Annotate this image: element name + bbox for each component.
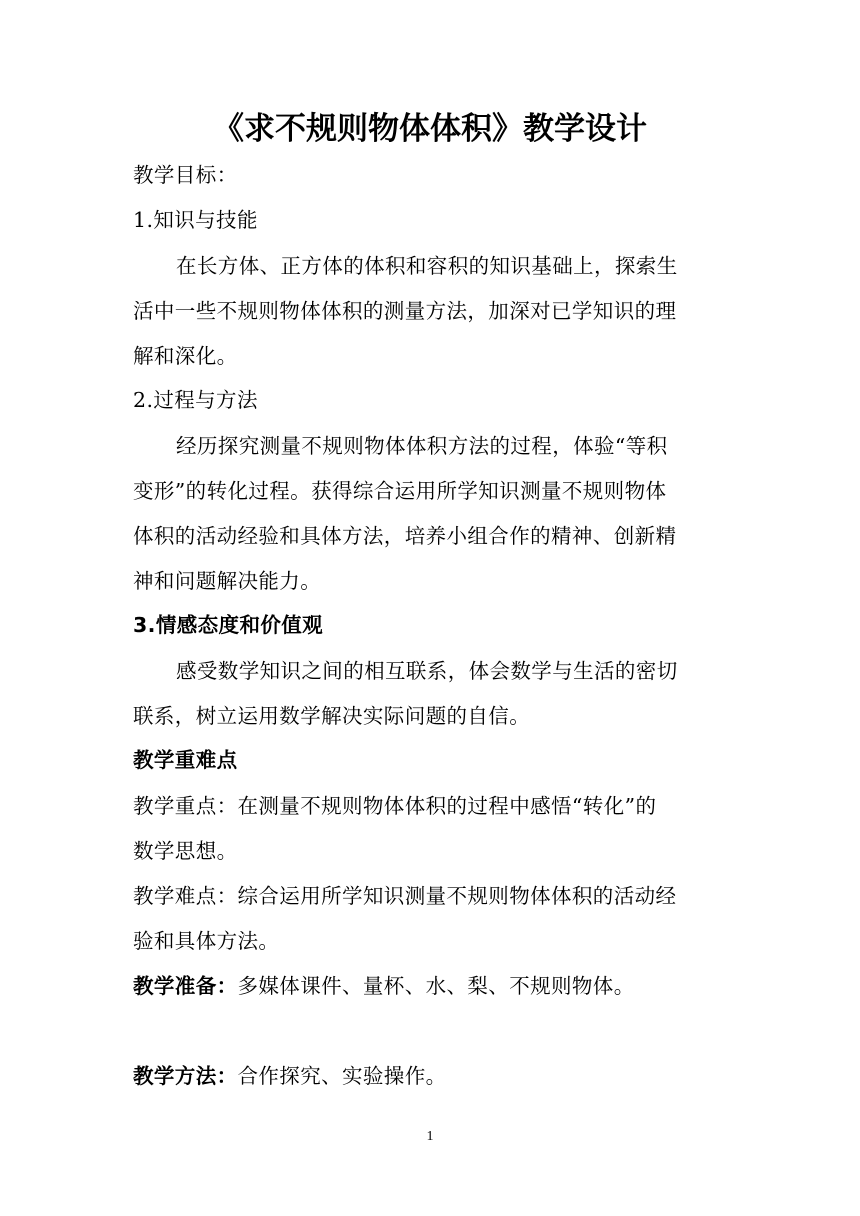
focus-line-2: 数学思想。	[133, 839, 238, 863]
section3-line-2: 联系，树立运用数学解决实际问题的自信。	[133, 704, 531, 728]
methods-row	[133, 1058, 743, 1094]
document-title: 《求不规则物体体积》教学设计	[213, 111, 647, 147]
section1-line-2: 活中一些不规则物体体积的测量方法，加深对已学知识的理	[133, 299, 677, 323]
section1-line-1: 在长方体、正方体的体积和容积的知识基础上，探索生	[176, 254, 678, 278]
preparation-label: 教学准备：	[133, 974, 238, 998]
section2-line-2: 变形”的转化过程。获得综合运用所学知识测量不规则物体	[133, 479, 667, 503]
difficulty-line-1: 教学难点：综合运用所学知识测量不规则物体体积的活动经	[133, 884, 677, 908]
focus-line-1: 教学重点：在测量不规则物体体积的过程中感悟“转化”的	[133, 794, 657, 818]
section1-line-3: 解和深化。	[133, 344, 238, 368]
preparation-row	[133, 968, 743, 1004]
section2-line-4: 神和问题解决能力。	[133, 569, 322, 593]
section2-line-3: 体积的活动经验和具体方法，培养小组合作的精神、创新精	[133, 524, 677, 548]
section2-heading: 2.过程与方法	[133, 388, 258, 412]
key-points-heading: 教学重难点	[133, 748, 238, 772]
preparation-text: 多媒体课件、量杯、水、梨、不规则物体。	[237, 974, 635, 998]
methods-label: 教学方法：	[133, 1064, 238, 1088]
methods-text: 合作探究、实验操作。	[237, 1064, 447, 1088]
objectives-heading: 教学目标：	[133, 163, 238, 187]
section2-line-1: 经历探究测量不规则物体体积方法的过程，体验“等积	[176, 434, 668, 458]
section3-heading: 3.情感态度和价值观	[133, 613, 324, 637]
difficulty-line-2: 验和具体方法。	[133, 929, 280, 953]
section1-heading: 1.知识与技能	[133, 208, 258, 232]
page-number: 1	[426, 1129, 434, 1144]
section3-line-1: 感受数学知识之间的相互联系，体会数学与生活的密切	[176, 659, 678, 683]
